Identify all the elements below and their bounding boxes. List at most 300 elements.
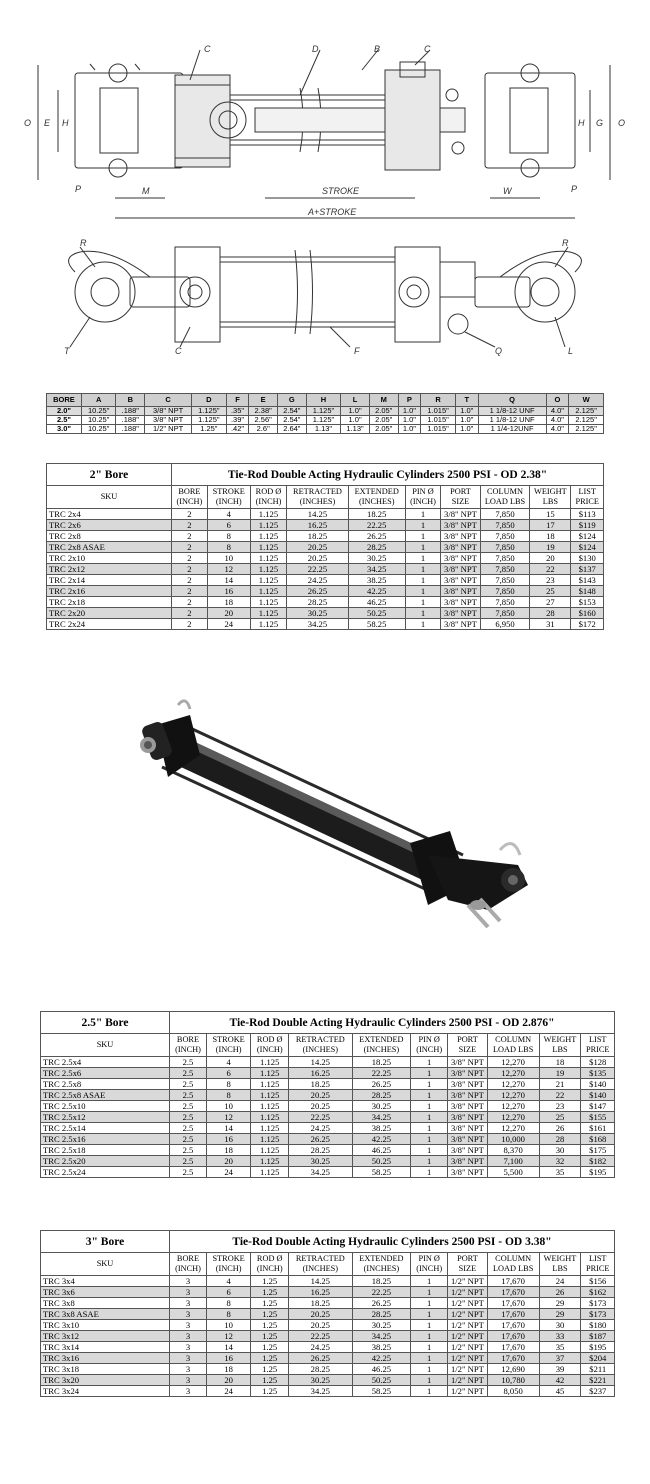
table-cell: 1/2" NPT bbox=[448, 1342, 488, 1353]
table-cell: 12,270 bbox=[487, 1112, 539, 1123]
label-f: F bbox=[354, 346, 360, 356]
table-cell: 3 bbox=[170, 1309, 207, 1320]
table-cell: $156 bbox=[581, 1276, 615, 1287]
table-cell: 1.25 bbox=[251, 1320, 289, 1331]
column-header: RETRACTED (INCHES) bbox=[289, 1034, 352, 1057]
table-cell: 1.125 bbox=[250, 586, 286, 597]
table-cell: 1.125 bbox=[250, 619, 286, 630]
sku-cell: TRC 2x24 bbox=[47, 619, 172, 630]
table-row bbox=[47, 531, 604, 542]
table-cell: 2 bbox=[172, 575, 208, 586]
table-cell: 26.25 bbox=[289, 1353, 352, 1364]
table-cell: 1.25 bbox=[251, 1342, 289, 1353]
table-cell: 1 bbox=[405, 509, 441, 520]
table-cell: 30.25 bbox=[352, 1101, 411, 1112]
table-cell: 20.25 bbox=[289, 1320, 352, 1331]
table-cell: 2.5 bbox=[170, 1134, 207, 1145]
table-cell: 3/8" NPT bbox=[448, 1101, 488, 1112]
sku-cell: TRC 2x18 bbox=[47, 597, 172, 608]
sku-cell: TRC 3x14 bbox=[41, 1342, 170, 1353]
table-cell: 1 bbox=[411, 1331, 448, 1342]
column-header: RETRACTED (INCHES) bbox=[289, 1253, 352, 1276]
table-cell: 22.25 bbox=[352, 1287, 411, 1298]
table-cell: $113 bbox=[571, 509, 604, 520]
table-cell: 3/8" NPT bbox=[441, 520, 480, 531]
column-header: WEIGHT LBS bbox=[530, 486, 571, 509]
table-cell: 30.25 bbox=[352, 1320, 411, 1331]
sku-cell: TRC 2x8 bbox=[47, 531, 172, 542]
table-cell: 3/8" NPT bbox=[441, 509, 480, 520]
table-cell: 1.125 bbox=[250, 531, 286, 542]
sku-cell: TRC 3x20 bbox=[41, 1375, 170, 1386]
table-row bbox=[47, 509, 604, 520]
table-cell: $195 bbox=[581, 1167, 615, 1178]
column-header: WEIGHT LBS bbox=[539, 1253, 581, 1276]
table-cell: 1/2" NPT bbox=[448, 1320, 488, 1331]
table-cell: 20.25 bbox=[289, 1090, 352, 1101]
table-cell: $180 bbox=[581, 1320, 615, 1331]
table-cell: 38.25 bbox=[348, 575, 405, 586]
table-title: Tie-Rod Double Acting Hydraulic Cylinders 2500 PSI - OD 2.876" bbox=[170, 1012, 615, 1034]
table-cell: 1.25 bbox=[251, 1375, 289, 1386]
table-cell: 12,270 bbox=[487, 1101, 539, 1112]
table-cell: 7,850 bbox=[480, 608, 530, 619]
table-row bbox=[47, 553, 604, 564]
table-cell: 42.25 bbox=[352, 1134, 411, 1145]
dimension-cell: 1 1/8-12 UNF bbox=[478, 416, 546, 425]
table-cell: 34.25 bbox=[348, 564, 405, 575]
dimension-cell: 2.54" bbox=[278, 416, 307, 425]
table-cell: 31 bbox=[530, 619, 571, 630]
dimension-cell: 2.38" bbox=[249, 407, 278, 416]
table-cell: 3 bbox=[170, 1364, 207, 1375]
table-row bbox=[47, 597, 604, 608]
table-cell: 22.25 bbox=[289, 1112, 352, 1123]
table-cell: 30.25 bbox=[348, 553, 405, 564]
table-row bbox=[41, 1134, 615, 1145]
table-cell: 25 bbox=[539, 1112, 581, 1123]
table-cell: 18.25 bbox=[352, 1276, 411, 1287]
dim-col-q: Q bbox=[478, 394, 546, 407]
table-cell: 1.125 bbox=[251, 1167, 289, 1178]
table-cell: 1 bbox=[411, 1068, 448, 1079]
table-cell: 17 bbox=[530, 520, 571, 531]
table-cell: 1.125 bbox=[251, 1079, 289, 1090]
column-header: STROKE (INCH) bbox=[206, 1253, 250, 1276]
label-c-left: C bbox=[204, 44, 211, 54]
table-cell: 20.25 bbox=[287, 542, 349, 553]
table-cell: $128 bbox=[581, 1057, 615, 1068]
table-cell: 1.125 bbox=[250, 553, 286, 564]
table-cell: 1 bbox=[405, 608, 441, 619]
table-header-row bbox=[41, 1034, 615, 1057]
table-cell: 18 bbox=[539, 1057, 581, 1068]
table-cell: 45 bbox=[539, 1386, 581, 1397]
table-cell: 29 bbox=[539, 1298, 581, 1309]
table-cell: 3/8" NPT bbox=[441, 619, 480, 630]
table-row bbox=[41, 1090, 615, 1101]
dimension-cell: 1.0" bbox=[341, 416, 370, 425]
table-cell: 1 bbox=[405, 520, 441, 531]
table-cell: 58.25 bbox=[348, 619, 405, 630]
table-cell: 34.25 bbox=[352, 1112, 411, 1123]
dimension-cell: 1.0" bbox=[341, 407, 370, 416]
table-cell: 1.125 bbox=[250, 564, 286, 575]
dimension-cell: 3/8" NPT bbox=[145, 416, 192, 425]
sku-cell: TRC 2.5x20 bbox=[41, 1156, 170, 1167]
table-cell: 1.125 bbox=[251, 1123, 289, 1134]
table-cell: 1 bbox=[411, 1167, 448, 1178]
table-cell: 1.125 bbox=[250, 597, 286, 608]
dimension-table bbox=[46, 393, 604, 434]
table-cell: 2.5 bbox=[170, 1079, 207, 1090]
table-cell: 17,670 bbox=[487, 1353, 539, 1364]
dimension-cell: 3/8" NPT bbox=[145, 407, 192, 416]
label-w: W bbox=[503, 186, 512, 196]
table-title: Tie-Rod Double Acting Hydraulic Cylinders 2500 PSI - OD 2.38" bbox=[172, 464, 604, 486]
table-row bbox=[47, 586, 604, 597]
table-cell: 24 bbox=[207, 619, 250, 630]
table-cell: $137 bbox=[571, 564, 604, 575]
table-header-row bbox=[47, 486, 604, 509]
table-cell: 30.25 bbox=[287, 608, 349, 619]
table-cell: 2 bbox=[172, 531, 208, 542]
table-cell: 6,950 bbox=[480, 619, 530, 630]
table-cell: 26.25 bbox=[348, 531, 405, 542]
table-row bbox=[41, 1320, 615, 1331]
dimension-cell: 1/2" NPT bbox=[145, 425, 192, 434]
table-cell: 3/8" NPT bbox=[448, 1079, 488, 1090]
table-cell: 18.25 bbox=[287, 531, 349, 542]
table-cell: 28 bbox=[539, 1134, 581, 1145]
table-cell: 1 bbox=[411, 1079, 448, 1090]
table-cell: 28 bbox=[530, 608, 571, 619]
table-cell: 2 bbox=[172, 564, 208, 575]
dimension-cell: 10.25" bbox=[81, 425, 116, 434]
table-cell: 1.25 bbox=[251, 1276, 289, 1287]
column-header: COLUMN LOAD LBS bbox=[487, 1253, 539, 1276]
table-cell: $160 bbox=[571, 608, 604, 619]
table-cell: 6 bbox=[207, 520, 250, 531]
table-cell: 1/2" NPT bbox=[448, 1276, 488, 1287]
table-cell: 12,270 bbox=[487, 1068, 539, 1079]
table-cell: 2.5 bbox=[170, 1090, 207, 1101]
table-cell: 3/8" NPT bbox=[448, 1112, 488, 1123]
dimension-cell: 1.125" bbox=[192, 416, 227, 425]
table-cell: 18 bbox=[206, 1364, 250, 1375]
table-cell: 3/8" NPT bbox=[448, 1156, 488, 1167]
cylinder-section-drawing bbox=[0, 40, 650, 230]
table-cell: 20.25 bbox=[287, 553, 349, 564]
label-g: G bbox=[596, 118, 604, 128]
table-cell: 3/8" NPT bbox=[441, 608, 480, 619]
table-cell: $172 bbox=[571, 619, 604, 630]
table-cell: 42.25 bbox=[348, 586, 405, 597]
sku-cell: TRC 3x8 ASAE bbox=[41, 1309, 170, 1320]
table-cell: 2 bbox=[172, 509, 208, 520]
table-cell: 34.25 bbox=[287, 619, 349, 630]
column-header: BORE (INCH) bbox=[172, 486, 208, 509]
label-c-side: C bbox=[175, 346, 182, 356]
dimension-cell: 1.125" bbox=[306, 416, 341, 425]
table-row bbox=[41, 1287, 615, 1298]
table-cell: 1 bbox=[411, 1112, 448, 1123]
column-header: SKU bbox=[41, 1034, 170, 1057]
table-cell: 34.25 bbox=[289, 1386, 352, 1397]
table-cell: 23 bbox=[539, 1101, 581, 1112]
table-cell: 1/2" NPT bbox=[448, 1309, 488, 1320]
table-cell: 20 bbox=[207, 608, 250, 619]
table-cell: 50.25 bbox=[348, 608, 405, 619]
table-row bbox=[41, 1309, 615, 1320]
sku-cell: TRC 3x8 bbox=[41, 1298, 170, 1309]
sku-cell: TRC 2.5x8 ASAE bbox=[41, 1090, 170, 1101]
table-cell: 12,690 bbox=[487, 1364, 539, 1375]
sku-cell: TRC 2.5x24 bbox=[41, 1167, 170, 1178]
table-cell: 26.25 bbox=[352, 1298, 411, 1309]
sku-cell: TRC 2.5x4 bbox=[41, 1057, 170, 1068]
table-row bbox=[41, 1331, 615, 1342]
dim-col-o: O bbox=[546, 394, 569, 407]
column-header: PORT SIZE bbox=[448, 1253, 488, 1276]
table-cell: 1.125 bbox=[251, 1112, 289, 1123]
label-h-left: H bbox=[62, 118, 69, 128]
table-row bbox=[47, 564, 604, 575]
table-cell: 16.25 bbox=[289, 1287, 352, 1298]
table-cell: 1 bbox=[405, 553, 441, 564]
sku-cell: TRC 2x8 ASAE bbox=[47, 542, 172, 553]
table-cell: 27 bbox=[530, 597, 571, 608]
table-cell: $195 bbox=[581, 1342, 615, 1353]
table-cell: 18.25 bbox=[289, 1298, 352, 1309]
sku-cell: TRC 2.5x8 bbox=[41, 1079, 170, 1090]
table-cell: 24 bbox=[206, 1386, 250, 1397]
sku-cell: TRC 3x16 bbox=[41, 1353, 170, 1364]
table-cell: 20 bbox=[206, 1156, 250, 1167]
column-header: PIN Ø (INCH) bbox=[405, 486, 441, 509]
table-cell: 26.25 bbox=[352, 1079, 411, 1090]
table-cell: 1.25 bbox=[251, 1364, 289, 1375]
table-cell: 3/8" NPT bbox=[441, 553, 480, 564]
dimension-cell: .39" bbox=[226, 416, 249, 425]
table-cell: $182 bbox=[581, 1156, 615, 1167]
table-cell: 10 bbox=[207, 553, 250, 564]
sku-cell: TRC 2.5x18 bbox=[41, 1145, 170, 1156]
sku-cell: TRC 3x6 bbox=[41, 1287, 170, 1298]
table-cell: 1 bbox=[411, 1353, 448, 1364]
table-cell: 17,670 bbox=[487, 1309, 539, 1320]
label-a-stroke: A+STROKE bbox=[308, 207, 357, 217]
table-cell: 28.25 bbox=[352, 1090, 411, 1101]
label-stroke: STROKE bbox=[322, 186, 360, 196]
table-cell: 28.25 bbox=[348, 542, 405, 553]
label-d: D bbox=[312, 44, 319, 54]
sku-cell: TRC 3x24 bbox=[41, 1386, 170, 1397]
dim-col-a: A bbox=[81, 394, 116, 407]
table-cell: $175 bbox=[581, 1145, 615, 1156]
table-cell: 17,670 bbox=[487, 1287, 539, 1298]
table-cell: 35 bbox=[539, 1342, 581, 1353]
table-cell: 10,000 bbox=[487, 1134, 539, 1145]
table-cell: 26 bbox=[539, 1123, 581, 1134]
table-cell: 7,850 bbox=[480, 597, 530, 608]
table-cell: 2 bbox=[172, 586, 208, 597]
column-header: STROKE (INCH) bbox=[207, 486, 250, 509]
table-row bbox=[41, 1298, 615, 1309]
dimension-cell: .188" bbox=[116, 425, 145, 434]
table-cell: 1.25 bbox=[251, 1287, 289, 1298]
table-cell: 33 bbox=[539, 1331, 581, 1342]
table-cell: 8 bbox=[206, 1090, 250, 1101]
table-cell: 3/8" NPT bbox=[448, 1057, 488, 1068]
table-cell: 30 bbox=[539, 1145, 581, 1156]
table-cell: 12,270 bbox=[487, 1057, 539, 1068]
table-cell: 4 bbox=[206, 1276, 250, 1287]
table-row bbox=[41, 1101, 615, 1112]
table-cell: 1 bbox=[405, 619, 441, 630]
table-cell: 2 bbox=[172, 597, 208, 608]
table-cell: $204 bbox=[581, 1353, 615, 1364]
dimension-cell: 1.125" bbox=[306, 407, 341, 416]
table-cell: $153 bbox=[571, 597, 604, 608]
dimension-cell: 4.0" bbox=[546, 407, 569, 416]
sku-cell: TRC 2.5x6 bbox=[41, 1068, 170, 1079]
table-cell: 20 bbox=[206, 1375, 250, 1386]
table-cell: 1 bbox=[411, 1090, 448, 1101]
table-cell: 1 bbox=[405, 531, 441, 542]
table-cell: $162 bbox=[581, 1287, 615, 1298]
table-cell: 28.25 bbox=[287, 597, 349, 608]
table-cell: 20.25 bbox=[289, 1101, 352, 1112]
table-cell: 42 bbox=[539, 1375, 581, 1386]
table-cell: 2 bbox=[172, 619, 208, 630]
table-cell: $130 bbox=[571, 553, 604, 564]
table-cell: 17,670 bbox=[487, 1342, 539, 1353]
table-cell: 29 bbox=[539, 1309, 581, 1320]
table-cell: 1.125 bbox=[251, 1145, 289, 1156]
table-cell: $221 bbox=[581, 1375, 615, 1386]
dim-col-c: C bbox=[145, 394, 192, 407]
table-cell: 1 bbox=[405, 586, 441, 597]
sku-cell: TRC 3x10 bbox=[41, 1320, 170, 1331]
table-cell: 1.125 bbox=[251, 1156, 289, 1167]
table-cell: 2 bbox=[172, 520, 208, 531]
dimension-cell: 1.125" bbox=[192, 407, 227, 416]
bore-2-5-table bbox=[40, 1011, 615, 1178]
table-cell: 1/2" NPT bbox=[448, 1353, 488, 1364]
table-cell: $147 bbox=[581, 1101, 615, 1112]
dimension-cell: 2.125" bbox=[569, 407, 604, 416]
dimension-cell: 2.125" bbox=[569, 416, 604, 425]
table-cell: 2.5 bbox=[170, 1156, 207, 1167]
bore-2-table bbox=[46, 463, 604, 630]
dim-col-bore: BORE bbox=[47, 394, 82, 407]
label-p-right: P bbox=[571, 184, 578, 194]
table-cell: 1 bbox=[411, 1320, 448, 1331]
table-cell: 7,850 bbox=[480, 564, 530, 575]
table-cell: 46.25 bbox=[352, 1145, 411, 1156]
table-cell: 24.25 bbox=[289, 1342, 352, 1353]
table-cell: $168 bbox=[581, 1134, 615, 1145]
dimension-cell: 2.125" bbox=[569, 425, 604, 434]
table-cell: 7,850 bbox=[480, 542, 530, 553]
table-cell: 20 bbox=[530, 553, 571, 564]
table-cell: 1 bbox=[411, 1134, 448, 1145]
column-header: BORE (INCH) bbox=[170, 1034, 207, 1057]
table-cell: $173 bbox=[581, 1298, 615, 1309]
table-cell: 1.125 bbox=[250, 575, 286, 586]
sku-cell: TRC 3x12 bbox=[41, 1331, 170, 1342]
table-row bbox=[41, 1375, 615, 1386]
table-cell: 19 bbox=[539, 1068, 581, 1079]
table-cell: 32 bbox=[539, 1156, 581, 1167]
table-row bbox=[41, 1364, 615, 1375]
table-header-row bbox=[41, 1253, 615, 1276]
table-cell: $140 bbox=[581, 1079, 615, 1090]
table-cell: $237 bbox=[581, 1386, 615, 1397]
table-cell: 35 bbox=[539, 1167, 581, 1178]
table-cell: 17,670 bbox=[487, 1298, 539, 1309]
table-cell: 20.25 bbox=[289, 1309, 352, 1320]
table-cell: 1/2" NPT bbox=[448, 1364, 488, 1375]
table-row bbox=[47, 575, 604, 586]
table-cell: 3/8" NPT bbox=[441, 564, 480, 575]
sku-cell: TRC 3x18 bbox=[41, 1364, 170, 1375]
table-cell: 8 bbox=[206, 1309, 250, 1320]
table-cell: 8,050 bbox=[487, 1386, 539, 1397]
table-cell: $211 bbox=[581, 1364, 615, 1375]
dimension-cell: 10.25" bbox=[81, 416, 116, 425]
dimension-cell: 2.05" bbox=[369, 407, 398, 416]
table-cell: 26.25 bbox=[289, 1134, 352, 1145]
dim-col-w: W bbox=[569, 394, 604, 407]
table-cell: 17,670 bbox=[487, 1331, 539, 1342]
table-cell: 50.25 bbox=[352, 1375, 411, 1386]
table-cell: 7,100 bbox=[487, 1156, 539, 1167]
table-cell: 2.5 bbox=[170, 1101, 207, 1112]
bore-3-table bbox=[40, 1230, 615, 1397]
bore-title: 2.5" Bore bbox=[41, 1012, 170, 1034]
dimension-cell: 10.25" bbox=[81, 407, 116, 416]
table-cell: 19 bbox=[530, 542, 571, 553]
table-cell: 3 bbox=[170, 1298, 207, 1309]
dimension-cell: 3.0" bbox=[47, 425, 82, 434]
table-cell: 12 bbox=[206, 1331, 250, 1342]
table-cell: 15 bbox=[530, 509, 571, 520]
label-o-right: O bbox=[618, 118, 626, 128]
sku-cell: TRC 2x12 bbox=[47, 564, 172, 575]
table-cell: 18 bbox=[206, 1145, 250, 1156]
sku-cell: TRC 2.5x12 bbox=[41, 1112, 170, 1123]
table-cell: 39 bbox=[539, 1364, 581, 1375]
table-cell: 3 bbox=[170, 1386, 207, 1397]
table-cell: 1.125 bbox=[251, 1101, 289, 1112]
table-row bbox=[41, 1167, 615, 1178]
table-cell: $119 bbox=[571, 520, 604, 531]
table-cell: 16.25 bbox=[289, 1068, 352, 1079]
table-cell: 2 bbox=[172, 542, 208, 553]
table-cell: 8 bbox=[207, 542, 250, 553]
dimension-cell: 2.6" bbox=[249, 425, 278, 434]
table-cell: 12,270 bbox=[487, 1123, 539, 1134]
table-row bbox=[41, 1079, 615, 1090]
label-q: Q bbox=[495, 346, 503, 356]
table-cell: 18.25 bbox=[348, 509, 405, 520]
table-cell: 1/2" NPT bbox=[448, 1331, 488, 1342]
table-title-row bbox=[47, 464, 604, 486]
table-row bbox=[47, 608, 604, 619]
table-cell: 7,850 bbox=[480, 520, 530, 531]
